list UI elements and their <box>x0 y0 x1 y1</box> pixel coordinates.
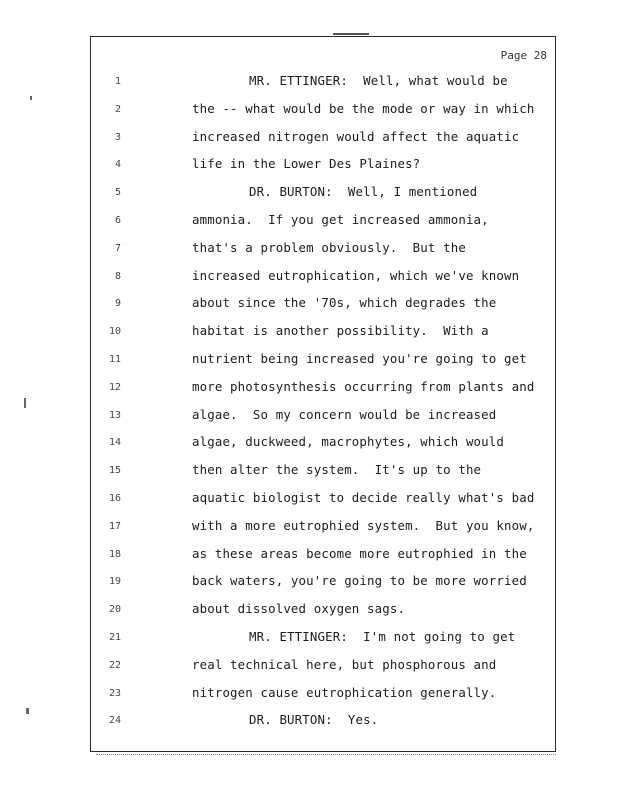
transcript-line <box>91 657 555 685</box>
transcript-line <box>91 268 555 296</box>
scan-noise-bottom <box>96 754 556 759</box>
transcript-line <box>91 212 555 240</box>
line-text: then alter the system. It's up to the <box>192 462 482 478</box>
line-number: 20 <box>108 604 121 616</box>
transcript-line <box>91 323 555 351</box>
scan-speck <box>26 708 29 714</box>
line-text: about since the '70s, which degrades the <box>192 295 497 311</box>
line-text: the -- what would be the mode or way in which <box>192 100 535 116</box>
transcript-line <box>91 712 555 740</box>
line-number: 22 <box>108 659 121 671</box>
transcript-line <box>91 434 555 462</box>
line-text: nitrogen cause eutrophication generally. <box>192 684 497 700</box>
line-text: real technical here, but phosphorous and <box>192 656 497 672</box>
line-text: back waters, you're going to be more worried <box>192 573 527 589</box>
line-text: MR. ETTINGER: I'm not going to get <box>249 628 516 644</box>
line-number: 7 <box>114 242 121 254</box>
transcript-line <box>91 351 555 379</box>
transcript-line <box>91 101 555 129</box>
line-number: 13 <box>108 409 121 421</box>
line-number: 5 <box>114 187 121 199</box>
transcript-line <box>91 240 555 268</box>
line-text: life in the Lower Des Plaines? <box>192 156 421 172</box>
transcript-line <box>91 156 555 184</box>
line-text: DR. BURTON: Yes. <box>249 712 379 728</box>
line-text: algae, duckweed, macrophytes, which would <box>192 434 505 450</box>
line-text: habitat is another possibility. With a <box>192 323 489 339</box>
line-number: 4 <box>114 159 121 171</box>
transcript-line <box>91 685 555 713</box>
line-number: 23 <box>108 687 121 699</box>
line-text: DR. BURTON: Well, I mentioned <box>249 184 478 200</box>
line-text: increased nitrogen would affect the aquatic <box>192 128 520 144</box>
line-number: 21 <box>108 631 121 643</box>
line-text: about dissolved oxygen sags. <box>192 601 406 617</box>
transcript-line <box>91 184 555 212</box>
line-number: 17 <box>108 520 121 532</box>
line-number: 16 <box>108 492 121 504</box>
line-number: 12 <box>108 381 121 393</box>
line-text: nutrient being increased you're going to get <box>192 350 527 366</box>
transcript-line <box>91 462 555 490</box>
line-text: more photosynthesis occurring from plants and <box>192 378 535 394</box>
line-text: algae. So my concern would be increased <box>192 406 497 422</box>
line-text: that's a problem obviously. But the <box>192 239 466 255</box>
transcript-lines <box>91 73 555 740</box>
line-number: 10 <box>108 326 121 338</box>
line-number: 11 <box>108 353 121 365</box>
transcript-line <box>91 629 555 657</box>
transcript-line <box>91 129 555 157</box>
line-text: ammonia. If you get increased ammonia, <box>192 211 489 227</box>
line-text: MR. ETTINGER: Well, what would be <box>249 73 508 88</box>
line-number: 18 <box>108 548 121 560</box>
transcript-line <box>91 73 555 101</box>
line-number: 2 <box>114 103 121 115</box>
line-text: as these areas become more eutrophied in the <box>192 545 527 561</box>
transcript-line <box>91 379 555 407</box>
line-number: 9 <box>114 298 121 310</box>
line-number: 8 <box>114 270 121 282</box>
transcript-line <box>91 518 555 546</box>
line-number: 19 <box>108 576 121 588</box>
line-number: 1 <box>114 76 121 87</box>
page-number: Page 28 <box>500 49 547 62</box>
line-number: 6 <box>114 214 121 226</box>
line-number: 15 <box>108 465 121 477</box>
transcript-page <box>90 36 556 752</box>
line-number: 3 <box>114 131 121 143</box>
line-text: aquatic biologist to decide really what's bad <box>192 489 535 505</box>
scan-speck <box>24 398 26 408</box>
scan-speck <box>30 96 32 100</box>
transcript-line <box>91 490 555 518</box>
transcript-line <box>91 407 555 435</box>
transcript-line <box>91 295 555 323</box>
line-number: 14 <box>108 437 121 449</box>
line-text: increased eutrophication, which we've known <box>192 267 520 283</box>
transcript-line <box>91 546 555 574</box>
transcript-line <box>91 573 555 601</box>
scan-mark-top <box>333 33 369 35</box>
line-text: with a more eutrophied system. But you know, <box>192 517 535 533</box>
line-number: 24 <box>108 715 121 727</box>
transcript-line <box>91 601 555 629</box>
